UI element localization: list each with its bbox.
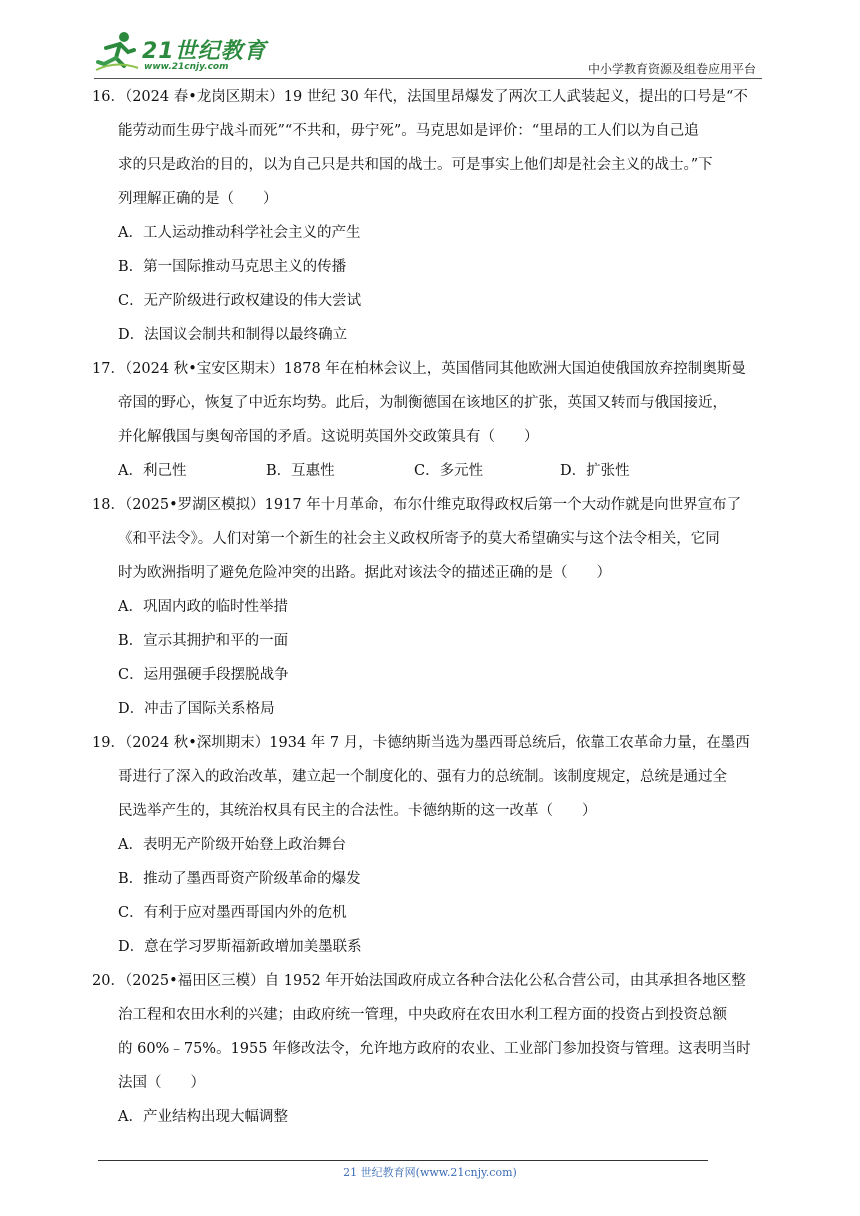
question-18: [92, 488, 768, 726]
answer-option-c: C．有利于应对墨西哥国内外的危机: [118, 905, 347, 921]
question-text-line: 民选举产生的，其统治权具有民主的合法性。卡德纳斯的这一改革（ ）: [118, 803, 597, 819]
answer-option-d: D．意在学习罗斯福新政增加美墨联系: [118, 939, 362, 955]
question-list: [92, 80, 768, 1134]
question-text-line: 并化解俄国与奥匈帝国的矛盾。这说明英国外交政策具有（ ）: [118, 429, 539, 445]
answer-options-row: [92, 454, 768, 488]
question-text-line: 时为欧洲指明了避免危险冲突的出路。据此对该法令的描述正确的是（ ）: [118, 565, 611, 581]
question-text-line: 的 60%﹣75%。1955 年修改法令，允许地方政府的农业、工业部门参加投资与管理。这表明当时: [118, 1041, 751, 1057]
question-text-line: 《和平法令》。人们对第一个新生的社会主义政权所寄予的莫大希望确实与这个法令相关，它同: [118, 531, 720, 547]
answer-option-c: C．运用强硬手段摆脱战争: [118, 667, 289, 683]
question-text-line: 20．（2025•福田区三模）自 1952 年开始法国政府成立各种合法化公私合营公司，由其承担各地区整: [92, 973, 746, 989]
answer-option-d: D．冲击了国际关系格局: [118, 701, 275, 717]
question-text-line: 17．（2024 秋•宝安区期末）1878 年在柏林会议上，英国偕同其他欧洲大国迫使俄国放弃控制奥斯曼: [92, 361, 746, 377]
answer-option-d: D．法国议会制共和制得以最终确立: [118, 327, 348, 343]
question-16: [92, 80, 768, 352]
answer-option-d: D．扩张性: [560, 463, 630, 479]
answer-option-b: B．互惠性: [266, 463, 335, 479]
logo-brand-text: 21世纪教育: [142, 39, 267, 64]
question-17: [92, 352, 768, 488]
question-text-line: 能劳动而生毋宁战斗而死”“不共和，毋宁死”。马克思如是评价：“里昂的工人们以为自己追: [118, 123, 699, 139]
question-text-line: 帝国的野心，恢复了中近东均势。此后，为制衡德国在该地区的扩张，英国又转而与俄国接近，: [118, 395, 727, 411]
answer-option-b: B．宣示其拥护和平的一面: [118, 633, 289, 649]
answer-option-a: A．巩固内政的临时性举措: [118, 599, 288, 615]
question-text-line: 治工程和农田水利的兴建；由政府统一管理，中央政府在农田水利工程方面的投资占到投资总额: [118, 1007, 727, 1023]
question-text-line: 哥进行了深入的政治改革，建立起一个制度化的、强有力的总统制。该制度规定，总统是通过全: [118, 769, 727, 785]
question-text-line: 求的只是政治的目的，以为自己只是共和国的战士。可是事实上他们却是社会主义的战士。”下: [118, 157, 713, 173]
answer-option-a: A．工人运动推动科学社会主义的产生: [118, 225, 361, 241]
logo-url-text: www.21cnjy.com: [144, 62, 229, 72]
question-19: [92, 726, 768, 964]
question-text-line: 列理解正确的是（ ）: [118, 191, 278, 207]
footer-divider: [98, 1160, 708, 1161]
answer-option-a: A．利己性: [118, 463, 187, 479]
question-text-line: 16．（2024 春•龙岗区期末）19 世纪 30 年代，法国里昂爆发了两次工人武装起义，提出的口号是“不: [92, 89, 748, 105]
answer-option-b: B．第一国际推动马克思主义的传播: [118, 259, 347, 275]
page-header: [0, 0, 860, 80]
question-20: [92, 964, 768, 1134]
answer-option-c: C．无产阶级进行政权建设的伟大尝试: [118, 293, 362, 309]
platform-title: 中小学教育资源及组卷应用平台: [587, 62, 756, 76]
runner-logo-icon: [94, 30, 140, 72]
question-text-line: 18．（2025•罗湖区模拟）1917 年十月革命，布尔什维克取得政权后第一个大动作就是向世界宣布了: [92, 497, 742, 513]
question-text-line: 19．（2024 秋•深圳期末）1934 年 7 月，卡德纳斯当选为墨西哥总统后，依靠工农革命力量，在墨西: [92, 735, 750, 751]
answer-option-c: C．多元性: [414, 463, 484, 479]
question-text-line: 法国（ ）: [118, 1075, 205, 1091]
answer-option-b: B．推动了墨西哥资产阶级革命的爆发: [118, 871, 361, 887]
header-divider: [94, 78, 762, 79]
site-logo: [94, 36, 267, 78]
footer-link[interactable]: 21 世纪教育网(www.21cnjy.com): [343, 1166, 517, 1179]
answer-option-a: A．产业结构出现大幅调整: [118, 1109, 288, 1125]
answer-option-a: A．表明无产阶级开始登上政治舞台: [118, 837, 346, 853]
